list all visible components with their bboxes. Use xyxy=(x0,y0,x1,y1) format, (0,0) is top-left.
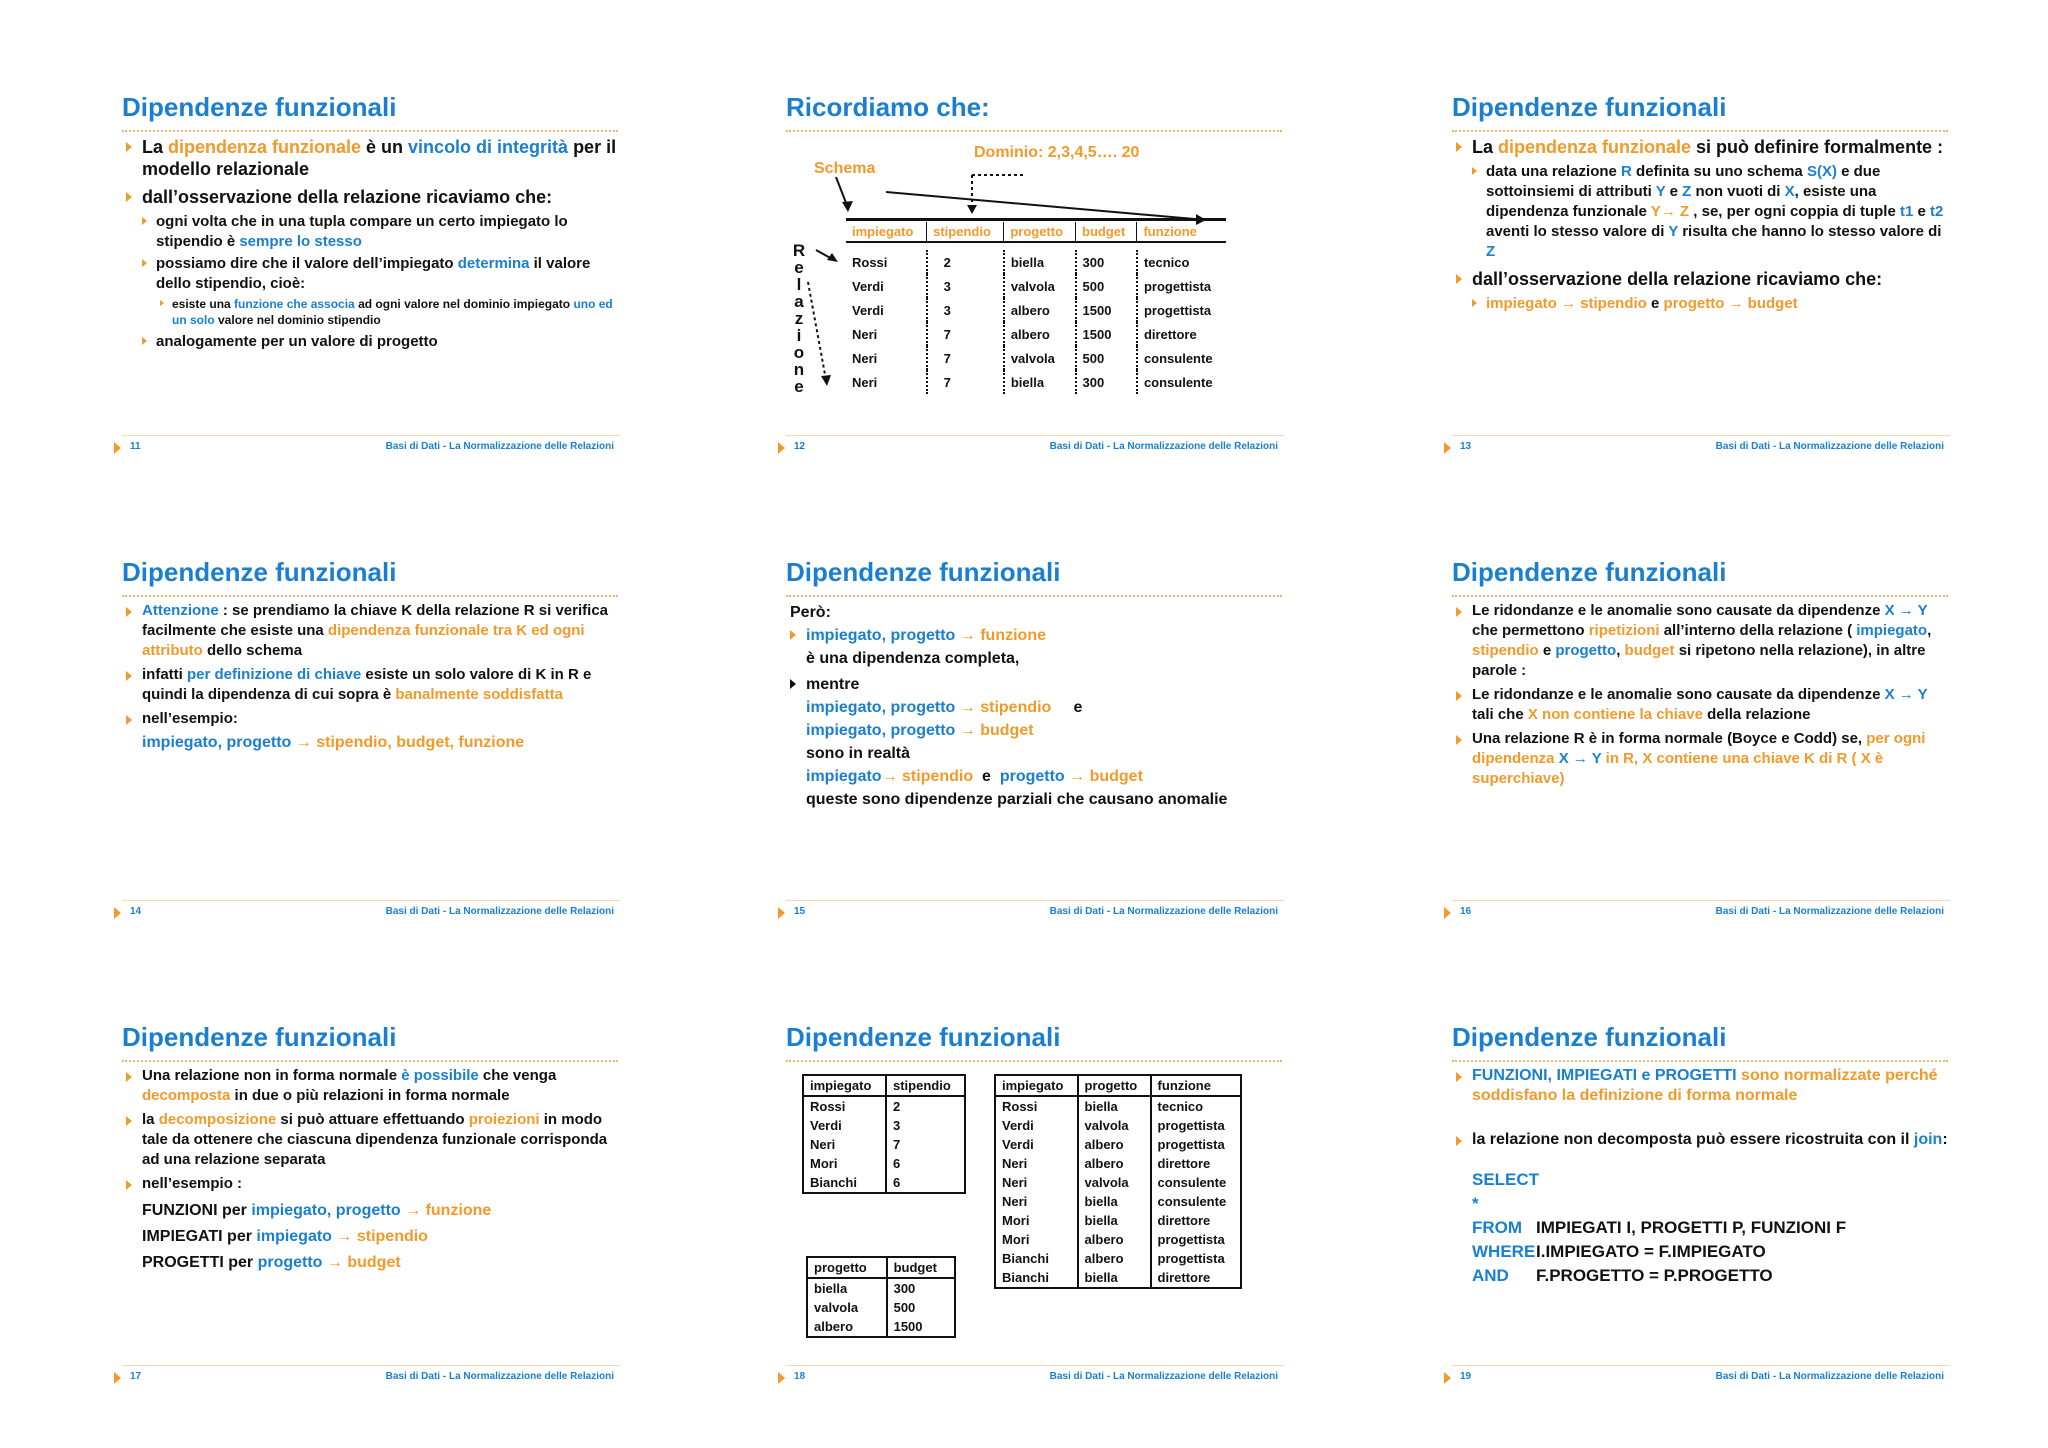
slide-footer xyxy=(1444,1371,1950,1387)
course-name: Basi di Dati - La Normalizzazione delle Relazioni xyxy=(385,1371,614,1382)
sub-bullet: possiamo dire che il valore dell’impiegato determina il valore dello stipendio, cioè: xyxy=(122,254,622,294)
title-divider xyxy=(122,130,618,132)
table-row: Rossi 2 biella 300 tecnico xyxy=(846,250,1226,274)
table-row: Neri 7 biella 300 consulente xyxy=(846,370,1226,394)
bullet: Le ridondanze e le anomalie sono causate da dipendenze X → Y che permettono ripetizioni all’interno della relazione ( impiegato, stipendio e progetto, budget si ripetono nella relazione), in altre parole : xyxy=(1452,601,1952,681)
slide-17 xyxy=(122,1022,632,1402)
bullet: infatti per definizione di chiave esiste un solo valore di K in R e quindi la dipendenza di cui sopra è banalmente soddisfatta xyxy=(122,665,622,705)
bullet: mentre xyxy=(786,673,1286,696)
table-row: Rossi biella tecnico xyxy=(995,1096,1241,1116)
course-name: Basi di Dati - La Normalizzazione delle Relazioni xyxy=(385,441,614,452)
example-line: IMPIEGATI per impiegato → stipendio xyxy=(142,1228,428,1245)
bullet: la relazione non decomposta può essere ricostruita con il join: xyxy=(1452,1130,1952,1150)
text-line: impiegato, progetto → stipendio e xyxy=(806,699,1083,716)
example-line: FUNZIONI per impiegato, progetto → funzione xyxy=(142,1202,492,1219)
slide-title: Dipendenze funzionali xyxy=(122,1022,397,1052)
slide-footer xyxy=(778,906,1284,922)
slide-title: Dipendenze funzionali xyxy=(122,557,397,587)
course-name: Basi di Dati - La Normalizzazione delle Relazioni xyxy=(1049,1371,1278,1382)
text-line: queste sono dipendenze parziali che causano anomalie xyxy=(806,791,1228,808)
slide-19 xyxy=(1452,1022,1962,1402)
schema-line xyxy=(846,218,1226,221)
table-row: Bianchi biella direttore xyxy=(995,1268,1241,1288)
slide-number: 11 xyxy=(130,441,141,452)
table-row: Neri 7 albero 1500 direttore xyxy=(846,322,1226,346)
table-row: Neri albero direttore xyxy=(995,1154,1241,1173)
title-divider xyxy=(1452,595,1948,597)
table-row: Rossi 2 xyxy=(803,1096,965,1116)
slide-footer xyxy=(1444,441,1950,457)
slide-body xyxy=(122,1066,622,1276)
domain-label: Dominio: 2,3,4,5…. 20 xyxy=(974,144,1140,161)
slide-number: 14 xyxy=(130,906,142,917)
sub-bullet: impiegato → stipendio e progetto → budget xyxy=(1452,294,1952,314)
slide-body xyxy=(1452,601,1952,793)
slide-16 xyxy=(1452,557,1962,937)
relazione-label: R e l a z i o n e xyxy=(792,241,806,396)
table-row: Mori biella direttore xyxy=(995,1211,1241,1230)
table-row: Neri 7 xyxy=(803,1135,965,1154)
slide-body xyxy=(786,601,1286,814)
slide-number: 18 xyxy=(794,1371,806,1382)
slide-number: 19 xyxy=(1460,1371,1472,1382)
sql-line: AND F.PROGETTO = P.PROGETTO xyxy=(1472,1266,1773,1285)
slide-body xyxy=(122,601,622,756)
text-line: impiegato, progetto → budget xyxy=(806,722,1034,739)
slide-body xyxy=(1452,1066,1952,1288)
table-row: Neri valvola consulente xyxy=(995,1173,1241,1192)
slide-body xyxy=(122,136,622,354)
table-row: Verdi 3 xyxy=(803,1116,965,1135)
bullet: La dipendenza funzionale è un vincolo di integrità per il modello relazionale xyxy=(122,136,622,180)
bullet: Le ridondanze e le anomalie sono causate da dipendenze X → Y tali che X non contiene la chiave della relazione xyxy=(1452,685,1952,725)
table-header: impiegato stipendio progetto budget funzione xyxy=(846,222,1226,242)
bullet: la decomposizione si può attuare effettuando proiezioni in modo tale da ottenere che ciascuna dipendenza funzionale corrisponda ad una relazione separata xyxy=(122,1110,622,1170)
bullet: nell’esempio : xyxy=(122,1174,622,1194)
slide-footer xyxy=(1444,906,1950,922)
slide-title: Dipendenze funzionali xyxy=(122,92,397,122)
text-line: è una dipendenza completa, xyxy=(806,650,1020,667)
slide-title: Dipendenze funzionali xyxy=(1452,557,1727,587)
table-row: Bianchi albero progettista xyxy=(995,1249,1241,1268)
slide-12 xyxy=(786,92,1296,472)
text-line: sono in realtà xyxy=(806,745,911,762)
table-row: Verdi albero progettista xyxy=(995,1135,1241,1154)
text-line: impiegato→ stipendio e progetto → budget xyxy=(806,768,1143,785)
sql-line: FROM IMPIEGATI I, PROGETTI P, FUNZIONI F xyxy=(1472,1218,1847,1237)
table-row: biella 300 xyxy=(807,1278,955,1298)
table-row: Verdi 3 albero 1500 progettista xyxy=(846,298,1226,322)
bullet: dall’osservazione della relazione ricaviamo che: xyxy=(1452,268,1952,290)
bullet: dall’osservazione della relazione ricaviamo che: xyxy=(122,186,622,208)
table-header: impiegato progetto funzione xyxy=(995,1075,1241,1096)
slide-number: 15 xyxy=(794,906,806,917)
bullet: FUNZIONI, IMPIEGATI e PROGETTI sono normalizzate perché soddisfano la definizione di forma normale xyxy=(1452,1066,1952,1106)
slide-number: 16 xyxy=(1460,906,1472,917)
course-name: Basi di Dati - La Normalizzazione delle Relazioni xyxy=(1715,441,1944,452)
course-name: Basi di Dati - La Normalizzazione delle Relazioni xyxy=(1715,1371,1944,1382)
table-row: Bianchi 6 xyxy=(803,1173,965,1193)
bullet: La dipendenza funzionale si può definire formalmente : xyxy=(1452,136,1952,158)
table-row: Mori albero progettista xyxy=(995,1230,1241,1249)
table-row: albero 1500 xyxy=(807,1317,955,1337)
slide-number: 17 xyxy=(130,1371,142,1382)
table-row: Mori 6 xyxy=(803,1154,965,1173)
slide-13 xyxy=(1452,92,1962,472)
course-name: Basi di Dati - La Normalizzazione delle Relazioni xyxy=(1049,441,1278,452)
progetti-table xyxy=(806,1256,956,1338)
impiegati-table xyxy=(802,1074,966,1194)
sql-line: WHEREI.IMPIEGATO = F.IMPIEGATO xyxy=(1472,1242,1766,1261)
course-name: Basi di Dati - La Normalizzazione delle Relazioni xyxy=(1715,906,1944,917)
table-row: Neri biella consulente xyxy=(995,1192,1241,1211)
title-divider xyxy=(122,595,618,597)
slide-footer xyxy=(114,1371,620,1387)
slide-18 xyxy=(786,1022,1296,1402)
bullet: nell’esempio: xyxy=(122,709,622,729)
course-name: Basi di Dati - La Normalizzazione delle Relazioni xyxy=(1049,906,1278,917)
slide-11 xyxy=(122,92,632,472)
slide-footer xyxy=(778,441,1284,457)
funzioni-table xyxy=(994,1074,1242,1289)
slide-footer xyxy=(114,441,620,457)
course-name: Basi di Dati - La Normalizzazione delle Relazioni xyxy=(385,906,614,917)
table-header: impiegato stipendio xyxy=(803,1075,965,1096)
sub-bullet: ogni volta che in una tupla compare un certo impiegato lo stipendio è sempre lo stesso xyxy=(122,212,622,252)
table-header: progetto budget xyxy=(807,1257,955,1278)
table-row: Verdi valvola progettista xyxy=(995,1116,1241,1135)
sub-bullet: data una relazione R definita su uno schema S(X) e due sottoinsiemi di attributi Y e Z non vuoti di X, esiste una dipendenza funzionale Y→ Z , se, per ogni coppia di tuple t1 e t2 aventi lo stesso valore di Y risulta che hanno lo stesso valore di Z xyxy=(1452,162,1952,262)
bullet: Una relazione R è in forma normale (Boyce e Codd) se, per ogni dipendenza X → Y in R, X contiene una chiave K di R ( X è superchiave) xyxy=(1452,729,1952,789)
slide-number: 13 xyxy=(1460,441,1472,452)
table-row: Verdi 3 valvola 500 progettista xyxy=(846,274,1226,298)
bullet: impiegato, progetto → funzione xyxy=(786,624,1286,647)
table-row: Neri 7 valvola 500 consulente xyxy=(846,346,1226,370)
sub-bullet: analogamente per un valore di progetto xyxy=(122,332,622,352)
slide-title: Dipendenze funzionali xyxy=(786,557,1061,587)
slide-15 xyxy=(786,557,1296,937)
slide-14 xyxy=(122,557,632,937)
text-line: Però: xyxy=(790,604,831,621)
title-divider xyxy=(1452,1060,1948,1062)
bullet: Una relazione non in forma normale è possibile che venga decomposta in due o più relazioni in forma normale xyxy=(122,1066,622,1106)
slide-footer xyxy=(778,1371,1284,1387)
table-row: valvola 500 xyxy=(807,1298,955,1317)
slide-footer xyxy=(114,906,620,922)
slide-title: Ricordiamo che: xyxy=(786,92,990,122)
example-line: impiegato, progetto → stipendio, budget, funzione xyxy=(142,734,525,751)
relation-table xyxy=(846,222,1226,394)
sql-query xyxy=(1452,1168,1952,1288)
bullet: Attenzione : se prendiamo la chiave K della relazione R si verifica facilmente che esiste una dipendenza funzionale tra K ed ogni attributo dello schema xyxy=(122,601,622,661)
sql-line: SELECT * xyxy=(1472,1170,1540,1213)
title-divider xyxy=(122,1060,618,1062)
title-divider xyxy=(786,1060,1282,1062)
slide-title: Dipendenze funzionali xyxy=(1452,1022,1727,1052)
schema-label: Schema xyxy=(814,160,876,177)
slide-title: Dipendenze funzionali xyxy=(1452,92,1727,122)
sub-sub-bullet: esiste una funzione che associa ad ogni valore nel dominio impiegato uno ed un solo valore nel dominio stipendio xyxy=(122,296,622,328)
example-line: PROGETTI per progetto → budget xyxy=(142,1254,401,1271)
slide-title: Dipendenze funzionali xyxy=(786,1022,1061,1052)
slide-number: 12 xyxy=(794,441,806,452)
title-divider xyxy=(786,595,1282,597)
title-divider xyxy=(1452,130,1948,132)
slide-body xyxy=(1452,136,1952,316)
